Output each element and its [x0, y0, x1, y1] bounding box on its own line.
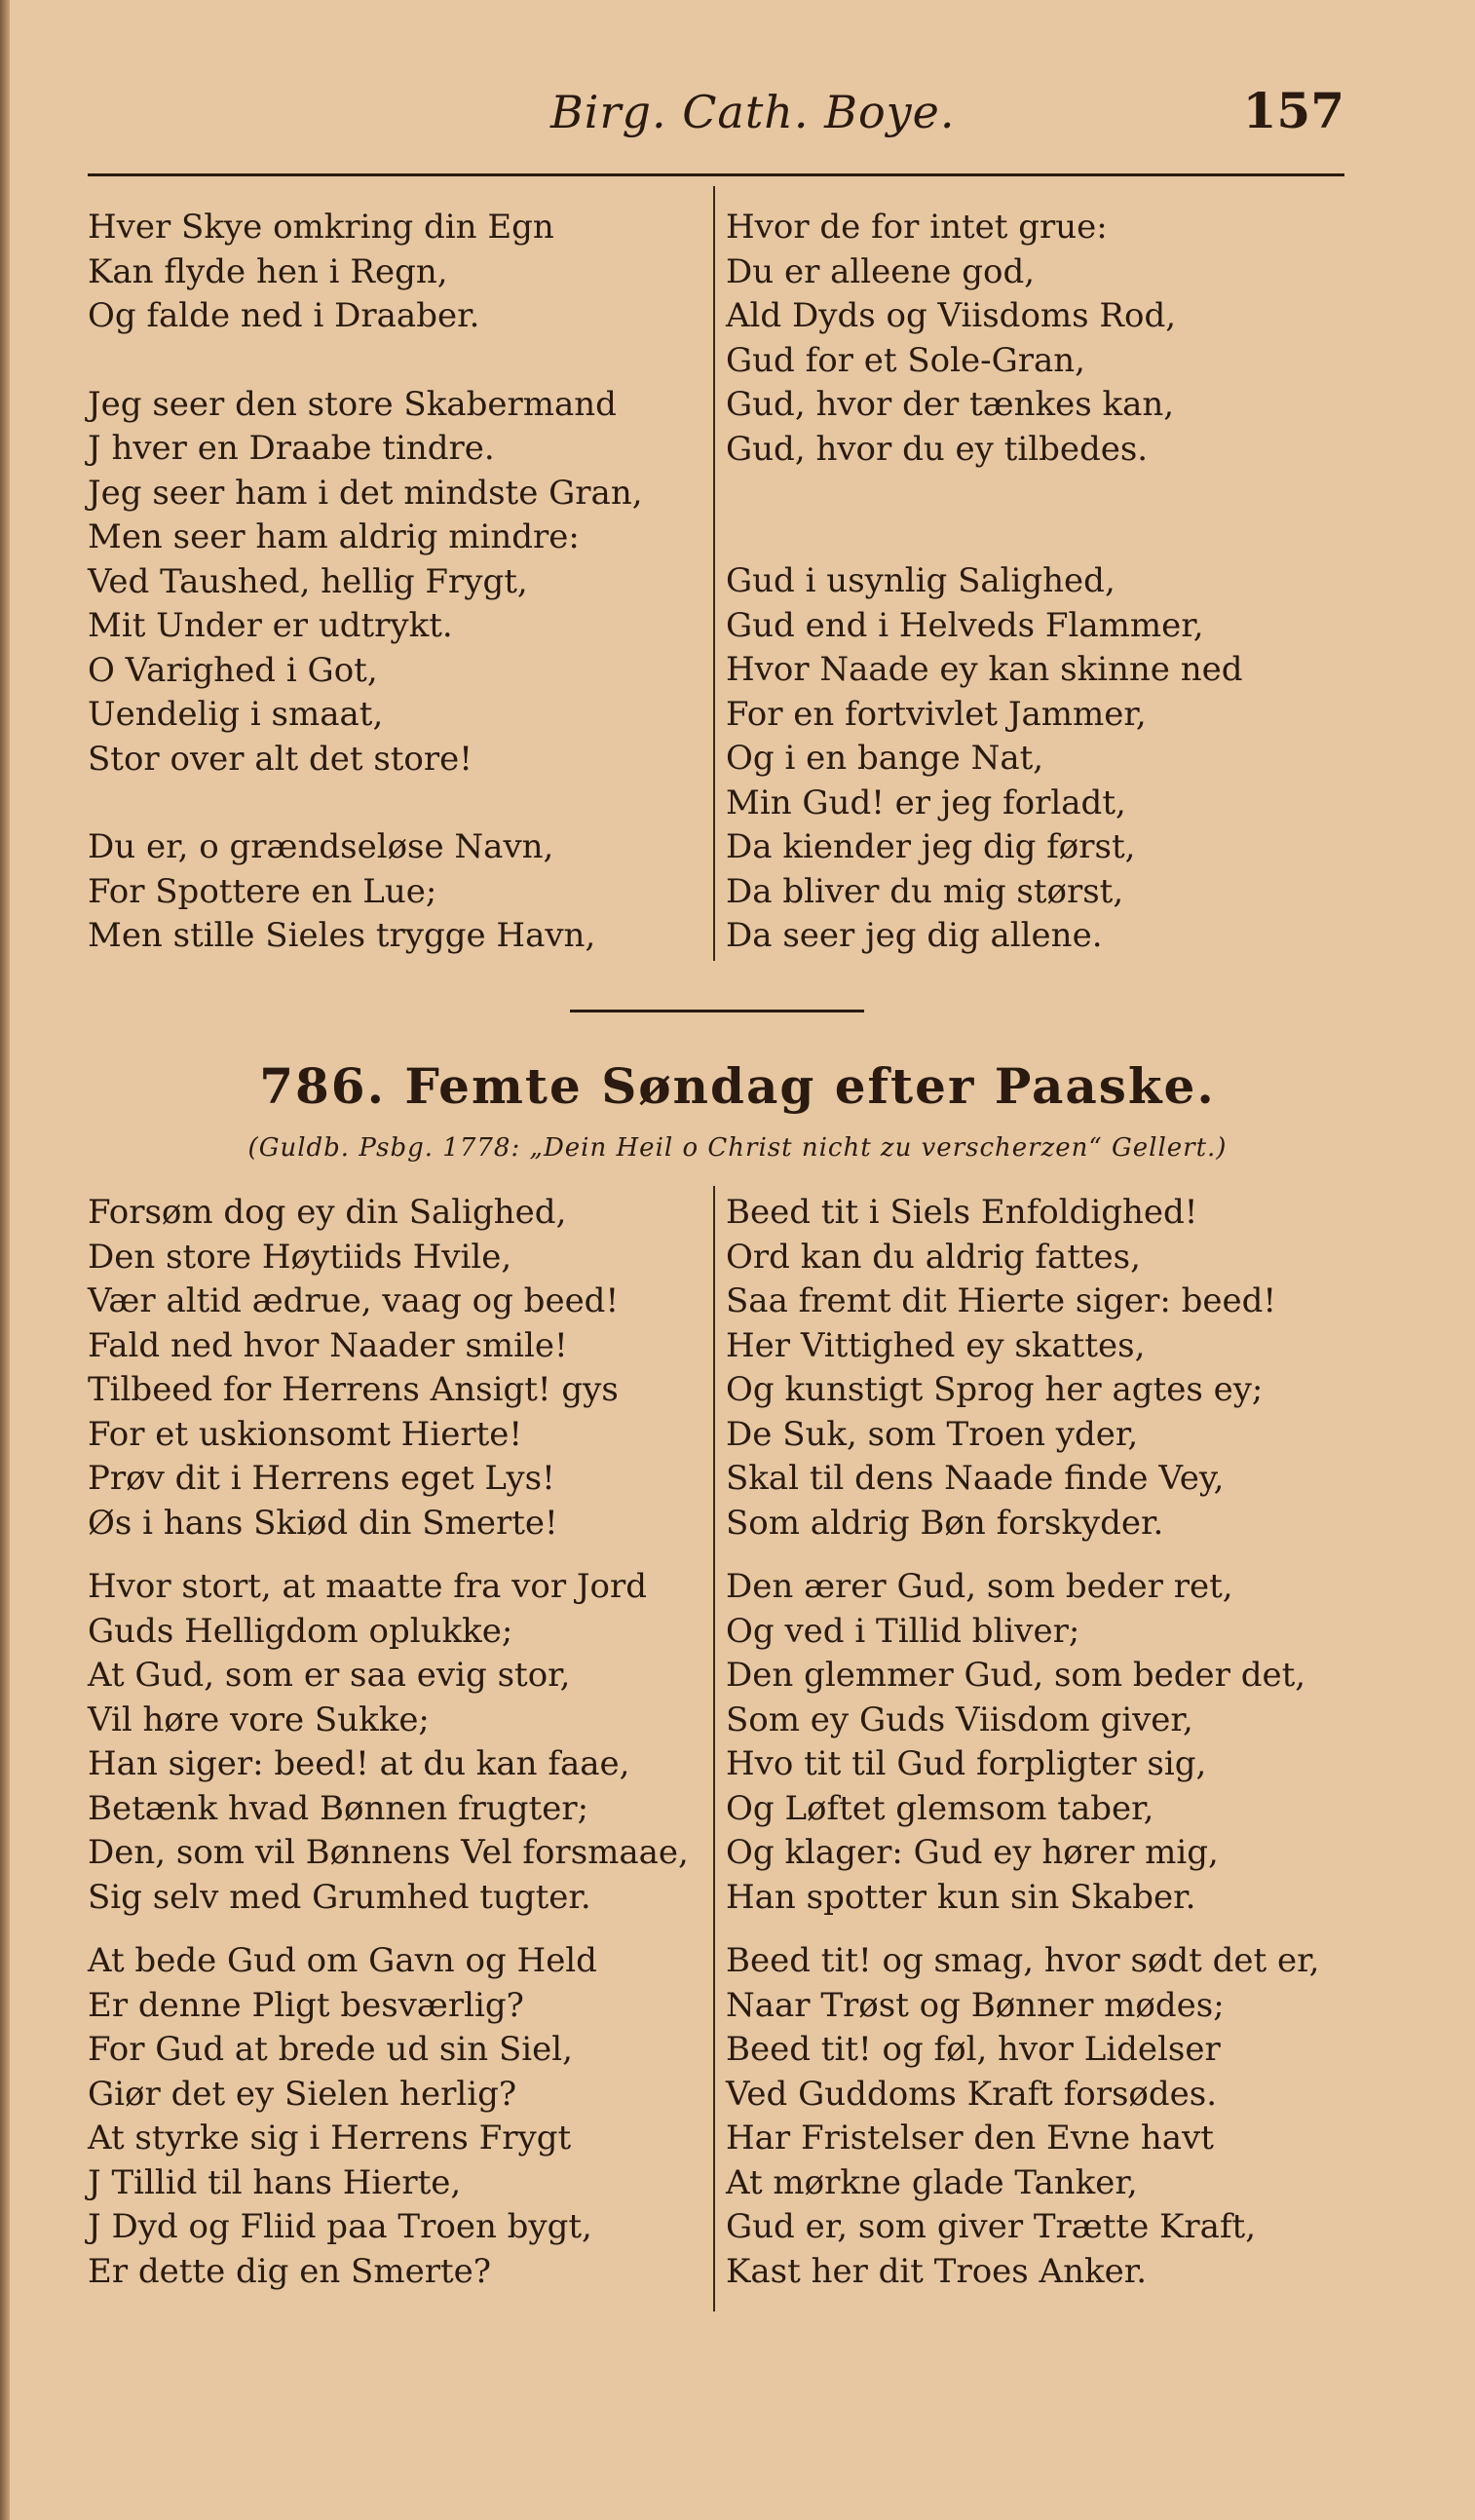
verse-line: Da kiender jeg dig først,	[726, 827, 1136, 866]
verse-line: Forsøm dog ey din Salighed,	[88, 1193, 567, 1232]
stanza	[88, 1565, 692, 1920]
verse-line: Men seer ham aldrig mindre:	[88, 517, 580, 556]
stanza	[726, 1565, 1330, 1920]
verse-line: Og klager: Gud ey hører mig,	[726, 1833, 1219, 1872]
verse-line: Du er, o grændseløse Navn,	[88, 827, 554, 866]
verse-line: Guds Helligdom oplukke;	[88, 1611, 513, 1651]
page-edge	[0, 0, 10, 2520]
verse-line: Hvor stort, at maatte fra vor Jord	[88, 1567, 648, 1606]
verse-line: For Gud at brede ud sin Siel,	[88, 2030, 573, 2069]
verse-line: Hvo tit til Gud forpligter sig,	[726, 1744, 1207, 1783]
verse-line: Har Fristelser den Evne havt	[726, 2119, 1214, 2157]
stanza	[88, 1939, 692, 2294]
verse-line: Han siger: beed! at du kan faae,	[88, 1744, 630, 1783]
verse-line: Og kunstigt Sprog her agtes ey;	[726, 1370, 1264, 1409]
stanza	[88, 383, 692, 783]
stanza	[726, 1191, 1330, 1546]
verse-line: De Suk, som Troen yder,	[726, 1414, 1139, 1454]
stanza	[726, 1939, 1330, 2294]
verse-line: Kan flyde hen i Regn,	[88, 251, 448, 291]
stanza	[726, 559, 1330, 959]
verse-line: J Tillid til hans Hierte,	[88, 2162, 462, 2202]
stanza	[88, 206, 692, 339]
hymn-left-column	[88, 1191, 692, 2313]
verse-line: Her Vittighed ey skattes,	[726, 1325, 1146, 1365]
verse-line: Betænk hvad Bønnen frugter;	[88, 1788, 589, 1828]
verse-line: Mit Under er udtrykt.	[88, 606, 453, 645]
verse-line: Jeg seer den store Skabermand	[88, 384, 617, 424]
verse-line: Skal til dens Naade finde Vey,	[726, 1459, 1225, 1498]
verse-line: Gud i usynlig Salighed,	[726, 561, 1116, 600]
verse-line: Den ærer Gud, som beder ret,	[726, 1567, 1233, 1606]
verse-line: Ald Dyds og Viisdoms Rod,	[726, 296, 1177, 335]
verse-line: Og Løftet glemsom taber,	[726, 1788, 1154, 1828]
verse-line: Stor over alt det store!	[88, 739, 473, 779]
verse-line: O Varighed i Got,	[88, 650, 378, 690]
hymn-source: (Guldb. Psbg. 1778: „Dein Heil o Christ nicht zu verscherzen“ Gellert.)	[247, 1133, 1228, 1163]
verse-line: Er dette dig en Smerte?	[88, 2251, 491, 2291]
verse-line: Er denne Pligt besværlig?	[88, 1985, 524, 2025]
verse-line: At styrke sig i Herrens Frygt	[88, 2119, 572, 2157]
verse-line: Beed tit i Siels Enfoldighed!	[726, 1193, 1198, 1232]
verse-line: Tilbeed for Herrens Ansigt! gys	[88, 1370, 619, 1409]
verse-line: Uendelig i smaat,	[88, 695, 384, 734]
verse-line: For en fortvivlet Jammer,	[726, 694, 1147, 734]
verse-line: Min Gud! er jeg forladt,	[726, 783, 1126, 822]
verse-line: Giør det ey Sielen herlig?	[88, 2074, 517, 2114]
verse-line: J hver en Draabe tindre.	[88, 429, 495, 468]
verse-line: Hver Skye omkring din Egn	[88, 208, 554, 247]
verse-line: Gud, hvor der tænkes kan,	[726, 385, 1175, 424]
verse-line: Den store Høytiids Hvile,	[88, 1237, 512, 1277]
verse-line: Saa fremt dit Hierte siger: beed!	[726, 1281, 1277, 1320]
stanza	[726, 206, 1330, 472]
verse-line: Vil høre vore Sukke;	[88, 1699, 430, 1739]
verse-line: Gud for et Sole-Gran,	[726, 340, 1085, 380]
verse-line: Prøv dit i Herrens eget Lys!	[88, 1459, 555, 1498]
verse-line: Da bliver du mig størst,	[726, 871, 1124, 911]
verse-line: Den glemmer Gud, som beder det,	[726, 1656, 1306, 1695]
verse-line: Og ved i Tillid bliver;	[726, 1611, 1080, 1651]
verse-line: For Spottere en Lue;	[88, 871, 437, 911]
verse-line: J Dyd og Fliid paa Troen bygt,	[88, 2207, 592, 2246]
verse-line: Beed tit! og føl, hvor Lidelser	[726, 2030, 1221, 2069]
verse-line: Gud, hvor du ey tilbedes.	[726, 429, 1149, 469]
verse-line: Beed tit! og smag, hvor sødt det er,	[726, 1941, 1320, 1980]
verse-line: Og falde ned i Draaber.	[88, 296, 480, 335]
section-rule	[570, 1010, 864, 1012]
verse-line: Hvor Naade ey kan skinne ned	[726, 650, 1243, 689]
verse-line: Naar Trøst og Bønner mødes;	[726, 1985, 1225, 2025]
stanza	[88, 825, 692, 959]
verse-line: Ord kan du aldrig fattes,	[726, 1237, 1141, 1277]
verse-line: Som aldrig Bøn forskyder.	[726, 1503, 1164, 1543]
verse-line: Hvor de for intet grue:	[726, 208, 1108, 247]
verse-line: Som ey Guds Viisdom giver,	[726, 1699, 1193, 1739]
verse-line: Du er alleene god,	[726, 251, 1036, 291]
verse-line: Da seer jeg dig allene.	[726, 916, 1103, 955]
verse-line: At Gud, som er saa evig stor,	[88, 1656, 571, 1695]
verse-line: At bede Gud om Gavn og Held	[88, 1941, 597, 1980]
verse-line: Og i en bange Nat,	[726, 739, 1044, 778]
running-head: Birg. Cath. Boye.	[550, 86, 956, 138]
stanza	[88, 1191, 692, 1546]
header-rule	[88, 173, 1344, 176]
verse-line: Vær altid ædrue, vaag og beed!	[88, 1281, 620, 1320]
hymn-title: 786. Femte Søndag efter Paaske.	[259, 1057, 1216, 1115]
top-right-column	[726, 206, 1330, 1003]
verse-line: Han spotter kun sin Skaber.	[726, 1877, 1196, 1917]
verse-line: At mørkne glade Tanker,	[726, 2162, 1138, 2202]
page-number: 157	[1242, 82, 1344, 139]
column-divider	[713, 186, 715, 961]
verse-line: For et uskionsomt Hierte!	[88, 1414, 523, 1454]
verse-line: Fald ned hvor Naader smile!	[88, 1325, 568, 1365]
verse-line: Kast her dit Troes Anker.	[726, 2251, 1148, 2291]
verse-line: Gud end i Helveds Flammer,	[726, 605, 1204, 645]
verse-line: Gud er, som giver Trætte Kraft,	[726, 2207, 1256, 2246]
verse-line: Ved Guddoms Kraft forsødes.	[726, 2074, 1218, 2114]
verse-line: Øs i hans Skiød din Smerte!	[88, 1503, 558, 1543]
verse-line: Men stille Sieles trygge Havn,	[88, 916, 596, 955]
top-left-column	[88, 206, 692, 1003]
hymn-right-column	[726, 1191, 1330, 2313]
page-header	[88, 82, 1344, 144]
verse-line: Sig selv med Grumhed tugter.	[88, 1877, 591, 1917]
verse-line: Ved Taushed, hellig Frygt,	[88, 561, 528, 601]
verse-line: Jeg seer ham i det mindste Gran,	[88, 473, 643, 513]
verse-line: Den, som vil Bønnens Vel forsmaae,	[88, 1833, 689, 1872]
column-divider	[713, 1186, 715, 2311]
